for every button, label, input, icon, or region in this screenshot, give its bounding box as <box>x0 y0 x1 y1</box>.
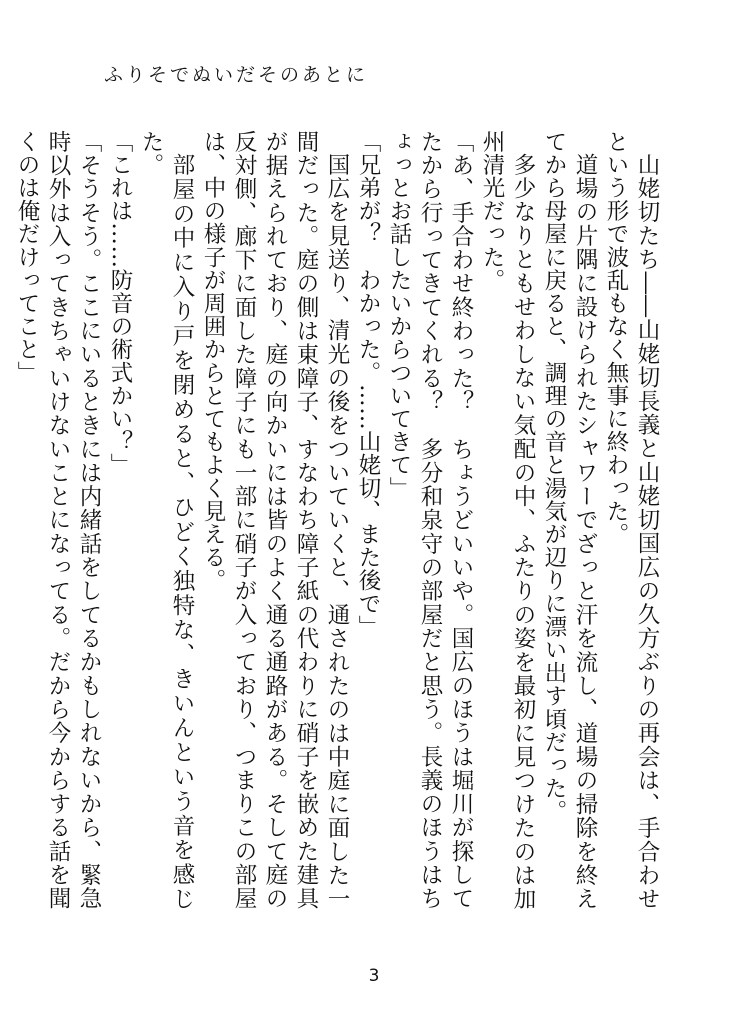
body-text <box>14 130 662 910</box>
page-number: 3 <box>368 966 380 986</box>
paragraph: 山姥切たち――山姥切長義と山姥切国広の久方ぶりの再会は、手合わせという形で波乱もなく無事に終わった。 <box>603 130 660 910</box>
dialogue-line: 「兄弟が？ わかった。……山姥切、また後で」 <box>355 130 381 639</box>
paragraph: 国広を見送り、清光の後をついていくと、通されたのは中庭に面した一間だった。庭の側は東障子、すなわち障子紙の代わりに硝子を嵌めた建具が据えられており、庭の向かいには皆のよく通る通路がある。そして庭の反対側、廊下に面した障子にも一部に硝子が入っており、つまりこの部屋は、中の様子が周囲からとてもよく見える。 <box>200 130 350 910</box>
running-header: ふりそでぬいだそのあとに <box>104 64 369 86</box>
dialogue-line: 「あ、手合わせ終わった？ ちょうどいいや。国広のほうは堀川が探してたから行ってきてくれる？ 多分和泉守の部屋だと思う。長義のほうはちょっとお話したいからついてきて」 <box>386 130 474 910</box>
dialogue-line: 「そうそう。ここにいるときには内緒話をしてるかもしれないから、緊急時以外は入ってきちゃいけないことになってる。だから今からする話を聞くのは俺だけってこと」 <box>14 130 102 910</box>
paragraph: 部屋の中に入り戸を閉めると、ひどく独特な、きいんという音を感じた。 <box>138 130 195 910</box>
paragraph: 多少なりともせわしない気配の中、ふたりの姿を最初に見つけたのは加州清光だった。 <box>479 130 536 910</box>
dialogue-line: 「これは……防音の術式かい？」 <box>107 130 133 477</box>
paragraph: 道場の片隅に設けられたシャワーでざっと汗を流し、道場の掃除を終えてから母屋に戻ると、調理の音と湯気が辺りに漂い出す頃だった。 <box>541 130 598 910</box>
